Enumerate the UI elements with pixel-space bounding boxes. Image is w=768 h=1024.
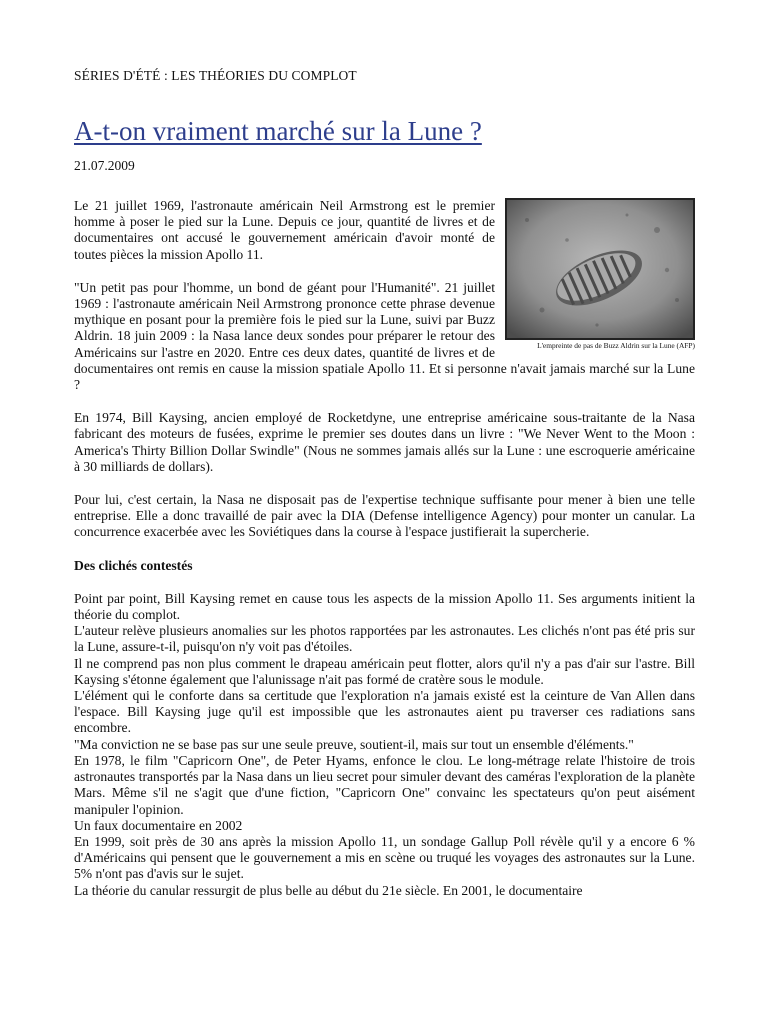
article-figure: [503, 198, 695, 350]
paragraph-quote: "Un petit pas pour l'homme, un bond de géant pour l'Humanité". 21 juillet 1969 : l'astronaute américain Neil Armstrong prononce cette phrase devenue mythique en posant pour la première fois le pied sur la Lune, suivi par Buzz Aldrin. 18 juin 2009 : la Nasa lance deux sondes pour préparer le retour des Américains sur l'astre en 2020. Entre ces deux dates, quantité de livres et de documentaires ont remis en cause la mission spatiale Apollo 11. Et si personne n'avait jamais marché sur la Lune ?: [74, 279, 695, 393]
section-line: "Ma conviction ne se base pas sur une seule preuve, soutient-il, mais sur tout un ensemble d'éléments.": [74, 736, 634, 752]
section-line: L'auteur relève plusieurs anomalies sur les photos rapportées par les astronautes. Les clichés n'ont pas été pris sur la Lune, assure-t-il, puisqu'on n'y voit pas d'étoiles.: [74, 623, 695, 655]
section-line: En 1999, soit près de 30 ans après la mission Apollo 11, un sondage Gallup Poll révèle qu'il y a encore 6 % d'Américains qui pensent que le gouvernement a mis en scène ou truqué les voyages des astronautes sur la Lune. 5% n'ont pas d'avis sur le sujet.: [74, 833, 695, 882]
section-subheading: Un faux documentaire en 2002: [74, 817, 243, 833]
article-date: 21.07.2009: [74, 158, 135, 173]
section-line: La théorie du canular ressurgit de plus belle au début du 21e siècle. En 2001, le documentaire: [74, 882, 583, 898]
paragraph-hoax: Pour lui, c'est certain, la Nasa ne disposait pas de l'expertise technique suffisante pour mener à bien une telle entreprise. Elle a donc travaillé de pair avec la DIA (Defense intelligence Agency) pour monter un canular. La concurrence exacerbée avec les Soviétiques dans la course à l'espace justifierait la supercherie.: [74, 492, 695, 540]
article-title[interactable]: A-t-on vraiment marché sur la Lune ?: [74, 116, 482, 146]
article-body: [74, 198, 695, 899]
footprint-photo: [505, 198, 695, 340]
photo-caption: L'empreinte de pas de Buzz Aldrin sur la Lune (AFP): [537, 341, 695, 350]
section-line: Point par point, Bill Kaysing remet en cause tous les aspects de la mission Apollo 11. Ses arguments initient la théorie du complot.: [74, 590, 695, 623]
section-line: Il ne comprend pas non plus comment le drapeau américain peut flotter, alors qu'il n'y a pas d'air sur l'astre. Bill Kaysing s'étonne également que l'alunissage n'ait pas formé de cratère sous le module.: [74, 655, 695, 687]
section-heading: Des clichés contestés: [74, 557, 193, 573]
section-line: L'élément qui le conforte dans sa certitude que l'exploration n'a jamais existé est la ceinture de Van Allen dans l'espace. Bill Kaysing juge qu'il est impossible que les astronautes aient pu traverser ces radiations sans encombre.: [74, 688, 695, 736]
series-kicker: SÉRIES D'ÉTÉ : LES THÉORIES DU COMPLOT: [74, 68, 357, 83]
section-line: En 1978, le film "Capricorn One", de Peter Hyams, enfonce le clou. Le long-métrage relate l'histoire de trois astronautes transportés par la Nasa dans un lieu secret pour simuler devant des caméras l'exploration de la planète Mars. Même s'il ne s'agit que d'une fiction, "Capricorn One" convainc les spectateurs qu'on peut aisément manipuler l'opinion.: [74, 752, 695, 817]
paragraph-kaysing: En 1974, Bill Kaysing, ancien employé de Rocketdyne, une entreprise américaine sous-traitante de la Nasa fabricant des moteurs de fusées, exprime le premier ses doutes dans un livre : "We Never Went to the Moon : America's Thirty Billion Dollar Swindle" (Nous ne sommes jamais allés sur la Lune : une escroquerie américaine à 30 milliards de dollars).: [74, 410, 695, 474]
paragraph-intro: Le 21 juillet 1969, l'astronaute américain Neil Armstrong est le premier homme à poser le pied sur la Lune. Depuis ce jour, quantité de livres et de documentaires ont accusé le gouvernement américain d'avoir monté de toutes pièces la mission Apollo 11.: [74, 198, 495, 262]
